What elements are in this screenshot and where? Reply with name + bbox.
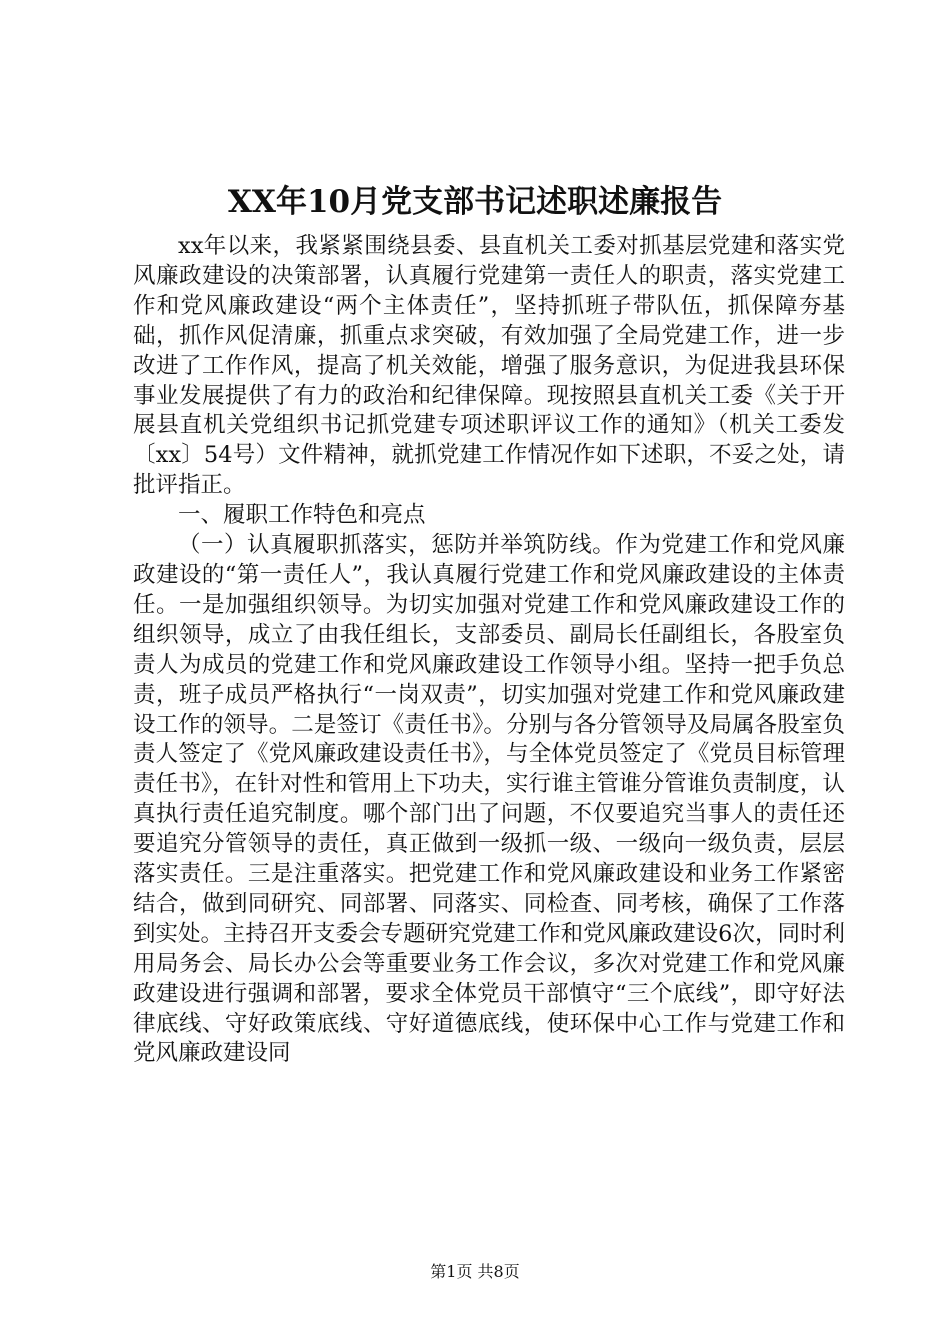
document-body <box>133 232 845 1069</box>
page-footer: 第1页 共8页 <box>430 1262 520 1281</box>
intro-paragraph: xx年以来，我紧紧围绕县委、县直机关工委对抓基层党建和落实党风廉政建设的决策部署，认真履行党建第一责任人的职责，落实党建工作和党风廉政建设“两个主体责任”，坚持抓班子带队伍，抓保障夯基础，抓作风促清廉，抓重点求突破，有效加强了全局党建工作，进一步改进了工作作风，提高了机关效能，增强了服务意识，为促进我县环保事业发展提供了有力的政治和纪律保障。现按照县直机关工委《关于开展县直机关党组织书记抓党建专项述职评议工作的通知》（机关工委发〔xx〕54号）文件精神，就抓党建工作情况作如下述职，不妥之处，请批评指正。 <box>133 233 845 499</box>
document-title: XX年10月党支部书记述职述廉报告 <box>227 184 723 220</box>
section-heading: 一、履职工作特色和亮点 <box>178 502 426 529</box>
body-paragraph: （一）认真履职抓落实，惩防并举筑防线。作为党建工作和党风廉政建设的“第一责任人”，我认真履行党建工作和党风廉政建设的主体责任。一是加强组织领导。为切实加强对党建工作和党风廉政建设工作的组织领导，成立了由我任组长，支部委员、副局长任副组长，各股室负责人为成员的党建工作和党风廉政建设工作领导小组。坚持一把手负总责，班子成员严格执行“一岗双责”，切实加强对党建工作和党风廉政建设工作的领导。二是签订《责任书》。分别与各分管领导及局属各股室负责人签定了《党风廉政建设责任书》，与全体党员签定了《党员目标管理责任书》，在针对性和管用上下功夫，实行谁主管谁分管谁负责制度，认真执行责任追究制度。哪个部门出了问题，不仅要追究当事人的责任还要追究分管领导的责任，真正做到一级抓一级、一级向一级负责，层层落实责任。三是注重落实。把党建工作和党风廉政建设和业务工作紧密结合，做到同研究、同部署、同落实、同检查、同考核，确保了工作落到实处。主持召开支委会专题研究党建工作和党风廉政建设6次，同时利用局务会、局长办公会等重要业务工作会议，多次对党建工作和党风廉政建设进行强调和部署，要求全体党员干部慎守“三个底线”，即守好法律底线、守好政策底线、守好道德底线，使环保中心工作与党建工作和党风廉政建设同 <box>133 532 845 1067</box>
